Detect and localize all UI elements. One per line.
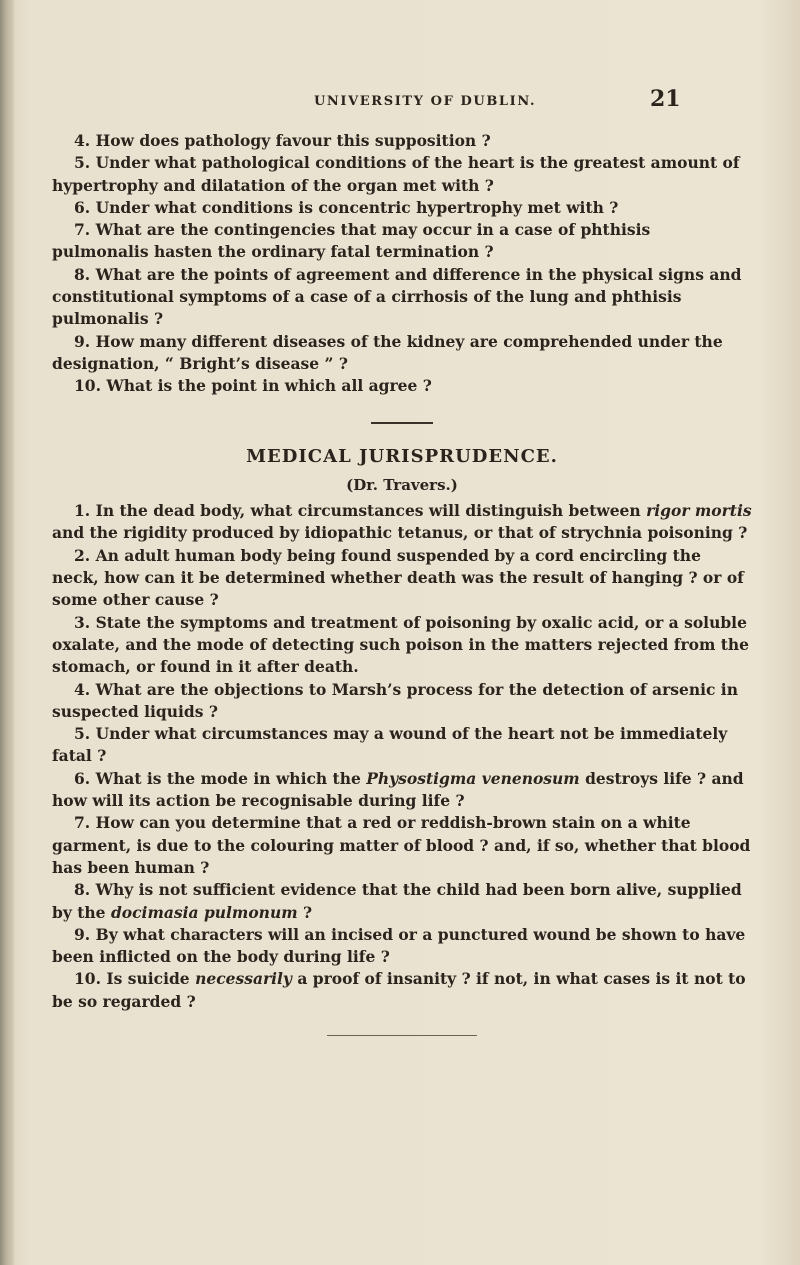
question: 1. In the dead body, what circumstances will distinguish between rigor mortis and the rigidity produced by idiopathic tetanus, or that of strychnia poisoning ? [52,501,752,543]
running-head: UNIVERSITY OF DUBLIN. [314,94,537,109]
question: 9. By what characters will an incised or a punctured wound be shown to have been inflicted on the body during life ? [52,924,746,967]
page-body [52,130,752,1036]
question: 3. State the symptoms and treatment of poisoning by oxalic acid, or a soluble oxalate, and the mode of detecting such poison in the matters rejected from the stomach, or found in it after death. [52,612,750,677]
question: 5. Under what pathological conditions of the heart is the greatest amount of hypertrophy and dilatation of the organ met with ? [52,153,740,195]
question: 10. Is suicide necessarily a proof of insanity ? if not, in what cases is it not to be so regarded ? [52,969,746,1011]
book-binding-edge [0,0,14,1265]
jurisprudence-questions [52,500,752,1013]
question: 6. Under what conditions is concentric hypertrophy met with ? [74,197,619,217]
question: 4. What are the objections to Marsh’s process for the detection of arsenic in suspected liquids ? [52,679,738,721]
question: 6. What is the mode in which the Physostigma venenosum destroys life ? and how will its action be recognisable during life ? [52,768,744,811]
question: 8. Why is not sufficient evidence that the child had been born alive, supplied by the docimasia pulmonum ? [52,880,742,922]
question: 7. What are the contingencies that may occur in a case of phthisis pulmonalis hasten the ordinary fatal termination ? [52,220,651,262]
section-divider [371,422,433,424]
question: 8. What are the points of agreement and difference in the physical signs and constitutional symptoms of a case of a cirrhosis of the lung and phthisis pulmonalis ? [52,264,742,329]
pathology-questions [52,130,752,398]
question: 10. What is the point in which all agree ? [74,376,432,396]
question: 5. Under what circumstances may a wound of the heart not be immediately fatal ? [52,724,728,766]
end-rule [327,1035,477,1036]
examiner-name: (Dr. Travers.) [346,475,458,494]
question: 2. An adult human body being found suspended by a cord encircling the neck, how can it be determined whether death was the result of hanging ? or of some other cause ? [52,545,744,610]
question: 9. How many different diseases of the kidney are comprehended under the designation, “ Bright’s disease ” ? [52,331,723,373]
question: 4. How does pathology favour this supposition ? [74,131,491,150]
page-number: 21 [650,86,681,112]
question: 7. How can you determine that a red or reddish-brown stain on a white garment, is due to the colouring matter of blood ? and, if so, whether that blood has been human ? [52,813,751,877]
section-title: MEDICAL JURISPRUDENCE. [246,445,558,467]
